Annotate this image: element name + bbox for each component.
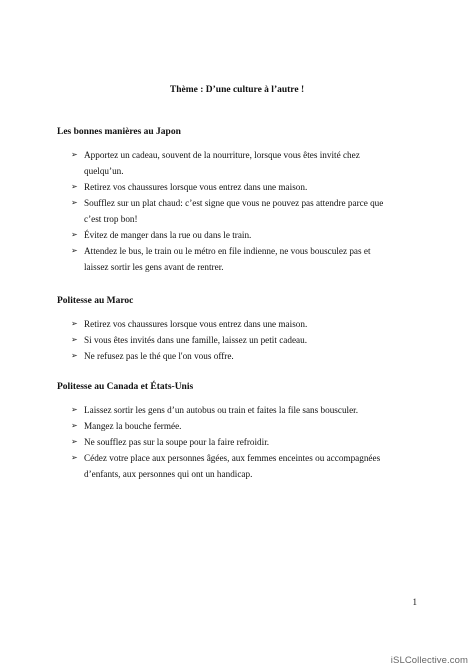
- section-heading: Politesse au Maroc: [57, 296, 134, 306]
- arrowhead-bullet-icon: ➢: [71, 150, 78, 159]
- list-item-line: Ne refusez pas le thé que l'on vous offre.: [84, 351, 234, 361]
- list-item: [57, 195, 397, 227]
- list-item: [57, 316, 397, 332]
- list-item-line: Si vous êtes invités dans une famille, laissez un petit cadeau.: [84, 335, 307, 345]
- section-japon: [57, 126, 397, 275]
- list-item: [57, 348, 397, 364]
- bullet-list: [57, 147, 397, 275]
- list-item-line: Laissez sortir les gens d’un autobus ou train et faites la file sans bousculer.: [84, 405, 359, 415]
- arrowhead-bullet-icon: ➢: [71, 421, 78, 430]
- section-heading: Politesse au Canada et États-Unis: [57, 382, 194, 392]
- list-item: [57, 450, 397, 482]
- list-item-line: Attendez le bus, le train ou le métro en file indienne, ne vous bousculez pas et: [84, 246, 371, 256]
- list-item-line: Soufflez sur un plat chaud: c’est signe que vous ne pouvez pas attendre parce que: [84, 198, 384, 208]
- arrowhead-bullet-icon: ➢: [71, 230, 78, 239]
- arrowhead-bullet-icon: ➢: [71, 405, 78, 414]
- list-item: [57, 402, 397, 418]
- list-item-line: c’est trop bon!: [84, 214, 138, 224]
- arrowhead-bullet-icon: ➢: [71, 246, 78, 255]
- list-item: [57, 332, 397, 348]
- page-number: 1: [412, 597, 417, 607]
- arrowhead-bullet-icon: ➢: [71, 319, 78, 328]
- arrowhead-bullet-icon: ➢: [71, 437, 78, 446]
- section-canada-etats-unis: [57, 381, 397, 482]
- list-item: [57, 418, 397, 434]
- arrowhead-bullet-icon: ➢: [71, 335, 78, 344]
- list-item: [57, 227, 397, 243]
- bullet-list: [57, 316, 397, 364]
- list-item-line: Apportez un cadeau, souvent de la nourriture, lorsque vous êtes invité chez: [84, 150, 360, 160]
- list-item-line: Cédez votre place aux personnes âgées, aux femmes enceintes ou accompagnées: [84, 453, 381, 463]
- list-item: [57, 179, 397, 195]
- page-title: Thème : D’une culture à l’autre !: [169, 85, 305, 95]
- list-item-line: quelqu’un.: [84, 166, 124, 176]
- list-item-line: Ne soufflez pas sur la soupe pour la faire refroidir.: [84, 437, 270, 447]
- list-item-line: d’enfants, aux personnes qui ont un handicap.: [84, 469, 253, 479]
- list-item: [57, 243, 397, 275]
- list-item-line: Évitez de manger dans la rue ou dans le train.: [84, 230, 252, 240]
- list-item: [57, 434, 397, 450]
- arrowhead-bullet-icon: ➢: [71, 453, 78, 462]
- list-item-line: laissez sortir les gens avant de rentrer.: [84, 262, 224, 272]
- section-maroc: [57, 295, 397, 364]
- arrowhead-bullet-icon: ➢: [71, 198, 78, 207]
- list-item-line: Mangez la bouche fermée.: [84, 421, 182, 431]
- section-heading: Les bonnes manières au Japon: [57, 127, 181, 137]
- list-item: [57, 147, 397, 179]
- list-item-line: Retirez vos chaussures lorsque vous entrez dans une maison.: [84, 319, 308, 329]
- arrowhead-bullet-icon: ➢: [71, 182, 78, 191]
- list-item-line: Retirez vos chaussures lorsque vous entrez dans une maison.: [84, 182, 308, 192]
- bullet-list: [57, 402, 397, 482]
- arrowhead-bullet-icon: ➢: [71, 351, 78, 360]
- watermark-logo-text: iSLCollective.com: [390, 655, 468, 666]
